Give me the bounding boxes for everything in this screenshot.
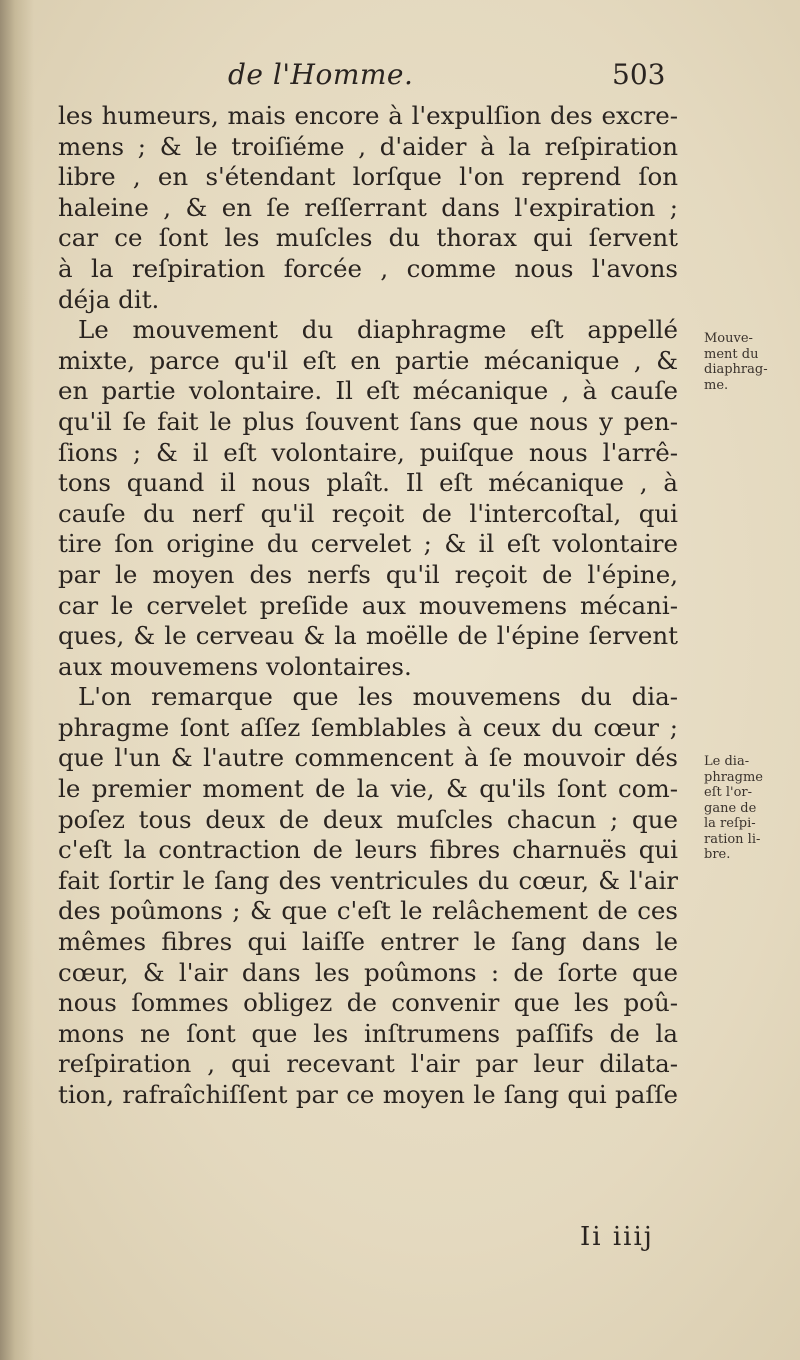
text-line: car ce ſont les muſcles du thorax qui ſervent — [58, 223, 678, 253]
text-line: cauſe du nerf qu'il reçoit de l'intercoſtal, qui — [58, 498, 678, 528]
margin-note-line: me. — [704, 377, 729, 393]
text-line: des poûmons ; & que c'eſt le relâchement de ces — [58, 896, 678, 926]
text-line: le premier moment de la vie, & qu'ils ſont com- — [58, 774, 678, 804]
text-line: mens ; & le troiſiéme , d'aider à la reſpiration — [58, 131, 678, 161]
text-line: tons quand il nous plaît. Il eſt mécanique , à — [58, 468, 678, 498]
text-line: haleine , & en ſe reſſerrant dans l'expiration ; — [58, 192, 678, 222]
margin-note-line: eſt l'or- — [704, 785, 753, 800]
margin-note-line: la reſpi- — [704, 816, 756, 831]
margin-note-line: diaphrag- — [704, 362, 768, 377]
text-line: c'eſt la contraction de leurs fibres charnuës qui — [58, 835, 678, 865]
text-line: les humeurs, mais encore à l'expulſion des excre- — [58, 101, 678, 130]
margin-note-line: ration li- — [704, 831, 761, 847]
binding-shadow — [0, 0, 34, 1360]
page-number: 503 — [612, 58, 666, 91]
margin-note-respiration-organ — [704, 754, 763, 863]
text-line: phragme ſont aſſez ſemblables à ceux du cœur ; — [58, 712, 678, 742]
margin-note-line: Mouve- — [704, 331, 753, 346]
margin-note-line: Le dia- — [704, 754, 750, 769]
margin-note-line: ment du — [704, 346, 759, 362]
text-line: libre , en s'étendant lorſque l'on reprend ſon — [58, 162, 678, 192]
text-line: que l'un & l'autre commencent à ſe mouvoir dés — [58, 743, 678, 773]
margin-note-line: bre. — [704, 847, 731, 862]
text-line: poſez tous deux de deux muſcles chacun ; que — [58, 804, 678, 834]
text-line: ſions ; & il eſt volontaire, puiſque nous l'arrê- — [58, 437, 678, 467]
text-line: tion, rafraîchiſſent par ce moyen le ſang qui paſſe — [58, 1080, 678, 1109]
text-line: Le mouvement du diaphragme eſt appellé — [78, 315, 678, 345]
text-line: mêmes fibres qui laiſſe entrer le ſang dans le — [58, 927, 678, 957]
running-title: de l'Homme. — [228, 58, 414, 91]
text-line: déja dit. — [58, 284, 160, 314]
text-line: fait ſortir le ſang des ventricules du cœur, & l'air — [58, 865, 678, 895]
text-line: ques, & le cerveau & la moëlle de l'épine ſervent — [58, 621, 678, 651]
text-line: mixte, parce qu'il eſt en partie mécanique , & — [58, 345, 678, 375]
text-line: en partie volontaire. Il eſt mécanique , à cauſe — [58, 376, 678, 406]
text-line: mons ne ſont que les inſtrumens paſſifs de la — [58, 1018, 678, 1048]
margin-note-line: gane de — [704, 800, 757, 816]
running-head — [0, 58, 800, 98]
text-line: aux mouvemens volontaires. — [58, 651, 412, 681]
text-line: cœur, & l'air dans les poûmons : de ſorte que — [58, 957, 678, 987]
text-line: nous ſommes obligez de convenir que les poû- — [58, 988, 678, 1018]
text-line: qu'il ſe fait le plus ſouvent ſans que nous y pen- — [58, 406, 678, 436]
signature-mark: Ii iiij — [580, 1222, 654, 1252]
body-text — [58, 101, 678, 1111]
text-line: reſpiration , qui recevant l'air par leur dilata- — [58, 1049, 678, 1079]
text-line: L'on remarque que les mouvemens du dia- — [78, 682, 678, 712]
text-line: à la reſpiration forcée , comme nous l'avons — [58, 253, 678, 283]
text-line: tire ſon origine du cervelet ; & il eſt volontaire — [58, 529, 678, 559]
margin-note-diaphragm-movement — [704, 331, 768, 393]
text-line: car le cervelet preſide aux mouvemens mécani- — [58, 590, 678, 620]
text-line: par le moyen des nerfs qu'il reçoit de l'épine, — [58, 559, 678, 589]
margin-note-line: phragme — [704, 769, 764, 785]
